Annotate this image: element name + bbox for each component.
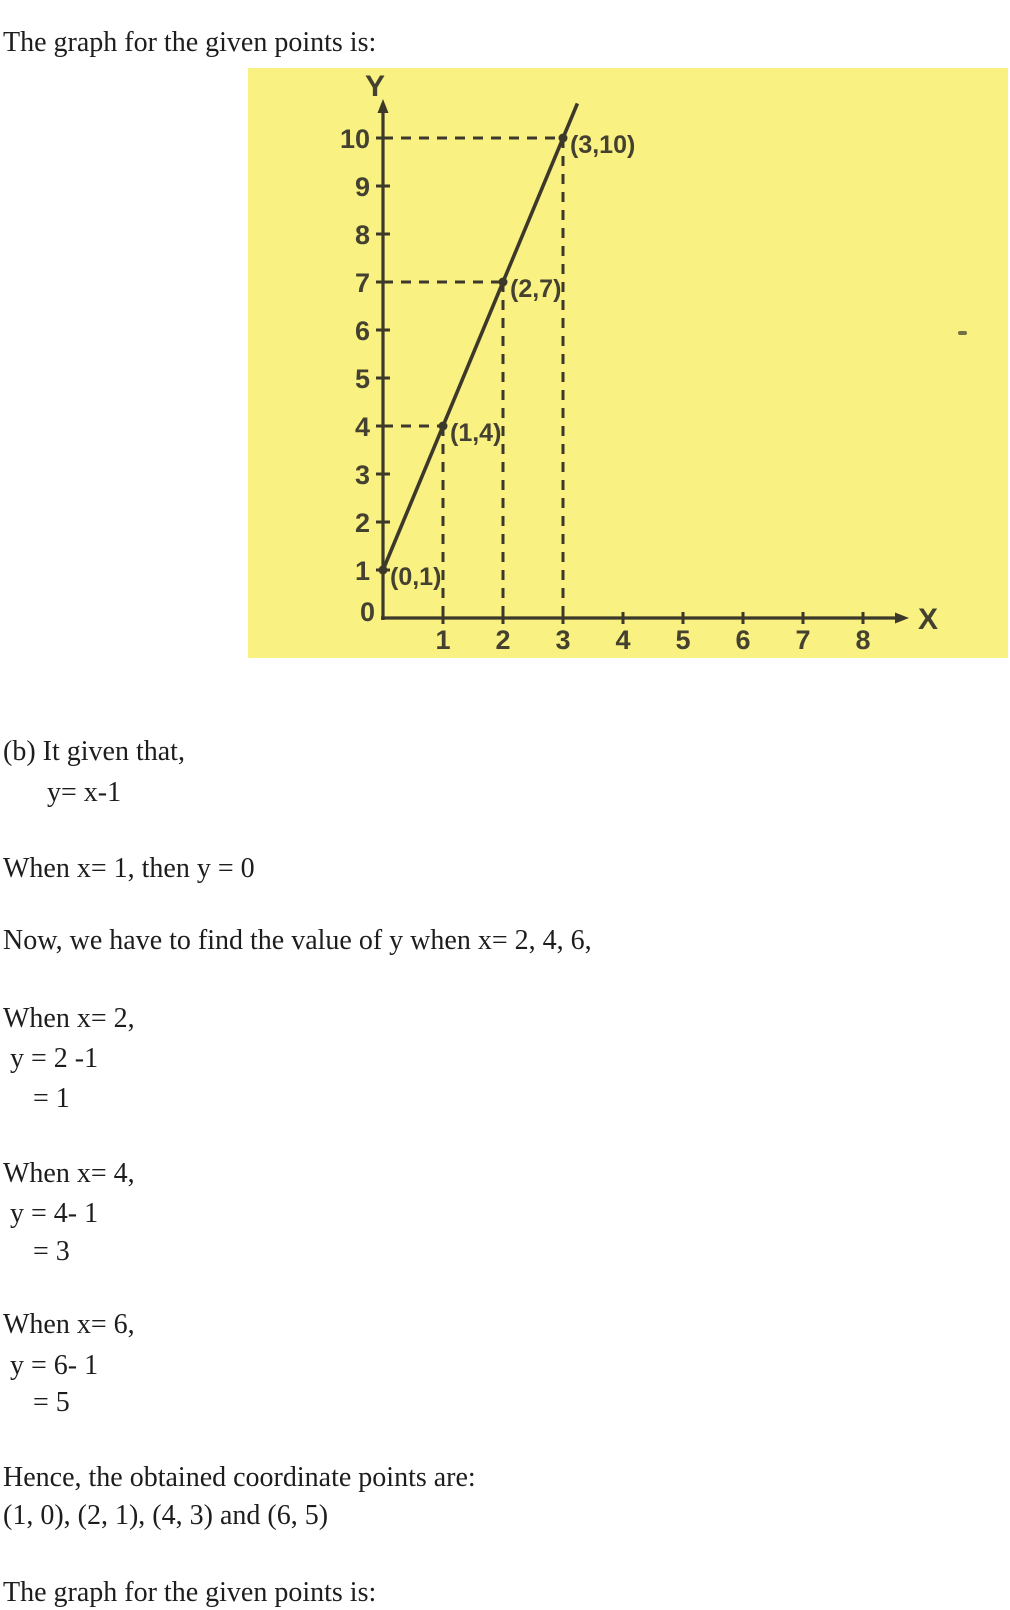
point-label: (1,4) xyxy=(450,419,502,447)
point-label: (3,10) xyxy=(570,131,636,159)
x-tick-label: 5 xyxy=(675,625,691,655)
x-tick-label: 3 xyxy=(555,625,571,655)
x-tick-label: 4 xyxy=(615,625,631,655)
case-when-x2: When x= 2, xyxy=(3,1003,135,1034)
obtained-points-text: (1, 0), (2, 1), (4, 3) and (6, 5) xyxy=(3,1500,329,1531)
data-point xyxy=(439,422,448,431)
y-tick-label: 3 xyxy=(354,460,370,490)
y-tick-label: 2 xyxy=(354,508,370,538)
x-tick-label: 7 xyxy=(795,625,811,655)
point-label: (2,7) xyxy=(510,275,562,303)
intro-text: The graph for the given points is: xyxy=(3,27,377,58)
closing-text: The graph for the given points is: xyxy=(3,1577,377,1608)
y-tick-label: 9 xyxy=(354,172,370,202)
y-tick-label: 8 xyxy=(354,220,370,250)
scan-artifact xyxy=(958,331,967,335)
y-axis-label: Y xyxy=(364,70,386,103)
y-tick-label: 7 xyxy=(354,268,370,298)
x-axis-label: X xyxy=(918,603,939,636)
case-when-x4: When x= 4, xyxy=(3,1158,135,1189)
data-point xyxy=(499,278,508,287)
hence-text: Hence, the obtained coordinate points are: xyxy=(3,1462,476,1493)
case-x6-step2: = 5 xyxy=(33,1387,70,1418)
base-case-text: When x= 1, then y = 0 xyxy=(3,853,255,884)
graph-figure xyxy=(248,68,1008,658)
find-line-text: Now, we have to find the value of y when x= 2, 4, 6, xyxy=(3,925,592,956)
case-x2-step2: = 1 xyxy=(33,1083,70,1114)
given-intro-text: (b) It given that, xyxy=(3,736,185,767)
y-tick-label: 1 xyxy=(354,556,370,586)
y-tick-label: 5 xyxy=(354,364,370,394)
case-when-x6: When x= 6, xyxy=(3,1309,135,1340)
case-x2-step1: y = 2 -1 xyxy=(10,1043,99,1074)
x-tick-label: 8 xyxy=(855,625,871,655)
y-tick-label: 6 xyxy=(354,316,370,346)
origin-label: 0 xyxy=(359,597,375,627)
y-tick-label: 10 xyxy=(339,124,370,154)
data-point xyxy=(559,134,568,143)
y-tick-label: 4 xyxy=(354,412,370,442)
case-x6-step1: y = 6- 1 xyxy=(10,1350,99,1381)
plotted-line xyxy=(383,103,577,570)
point-label: (0,1) xyxy=(390,563,442,591)
x-tick-label: 2 xyxy=(495,625,511,655)
x-tick-label: 6 xyxy=(735,625,751,655)
case-x4-step1: y = 4- 1 xyxy=(10,1198,99,1229)
line-chart xyxy=(248,68,1008,658)
x-tick-label: 1 xyxy=(435,625,451,655)
data-point xyxy=(379,566,388,575)
equation-text: y= x-1 xyxy=(47,777,122,808)
case-x4-step2: = 3 xyxy=(33,1236,70,1267)
x-axis-arrow-icon xyxy=(895,613,909,624)
